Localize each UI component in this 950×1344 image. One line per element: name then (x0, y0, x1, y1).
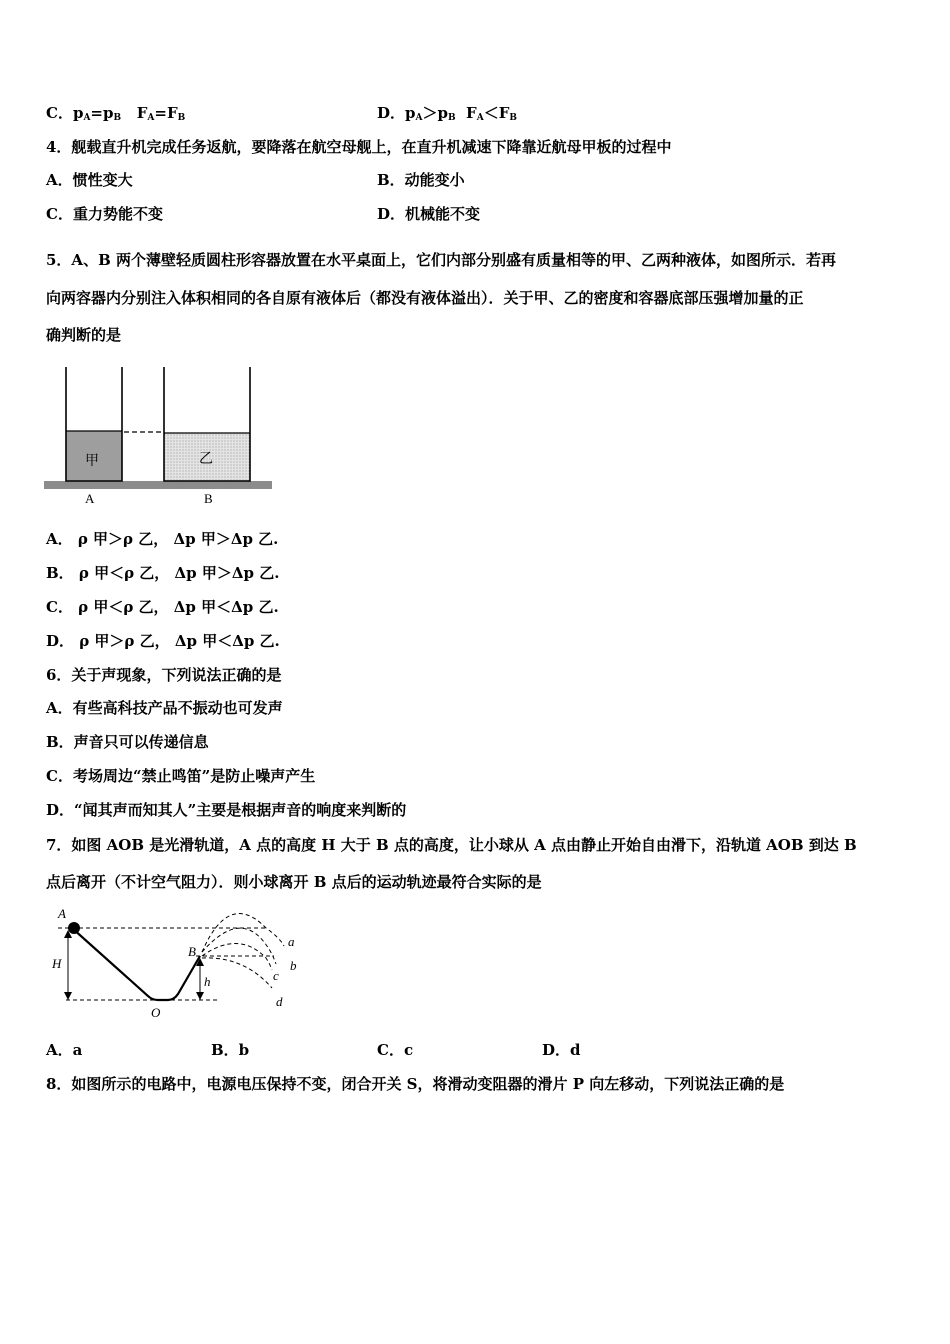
label-jia: 甲 (85, 453, 99, 469)
label-point-b: B (188, 944, 196, 959)
q7-option-d: D．d (542, 1041, 581, 1059)
label-height-small-h: h (204, 974, 211, 989)
q7-stem-line2: 点后离开（不计空气阻力）．则小球离开 B 点后的运动轨迹最符合实际的是 (46, 873, 542, 891)
label-curve-d: d (276, 994, 283, 1009)
q4-option-b: B．动能变小 (377, 171, 465, 189)
table-surface (44, 481, 272, 489)
label-yi: 乙 (199, 451, 213, 467)
label-curve-c: c (273, 968, 279, 983)
label-curve-b: b (290, 958, 297, 973)
label-curve-a: a (288, 934, 295, 949)
q6-stem: 6．关于声现象，下列说法正确的是 (46, 666, 282, 684)
q7-option-c: C．c (377, 1041, 414, 1059)
q5-option-c: C． ρ 甲＜ρ 乙， Δp 甲＜Δp 乙. (46, 598, 279, 616)
q7-option-b: B．b (211, 1041, 250, 1059)
trajectory-c (202, 943, 272, 970)
q4-stem: 4．舰载直升机完成任务返航，要降落在航空母舰上，在直升机减速下降靠近航母甲板的过程中 (46, 138, 672, 156)
q5-stem-line3: 确判断的是 (46, 326, 122, 344)
trajectory-b (202, 928, 276, 964)
q6-option-b: B．声音只可以传递信息 (46, 733, 209, 751)
q5-option-b: B． ρ 甲＜ρ 乙， Δp 甲＞Δp 乙. (46, 564, 280, 582)
q6-option-c: C．考场周边“禁止鸣笛”是防止噪声产生 (46, 767, 316, 785)
q6-option-d: D．“闻其声而知其人”主要是根据声音的响度来判断的 (46, 801, 407, 819)
trajectory-d (202, 958, 272, 988)
q7-stem-line1: 7．如图 AOB 是光滑轨道，A 点的高度 H 大于 B 点的高度，让小球从 A 点由静止开始自由滑下，沿轨道 AOB 到达 B (46, 836, 857, 854)
label-b: B (204, 491, 213, 506)
label-height-h: H (52, 956, 62, 971)
q3-option-c: C．$p_A=p_B$ $F_A=F_B$ (46, 104, 186, 123)
q5-option-a: A． ρ 甲＞ρ 乙， Δp 甲＞Δp 乙. (46, 530, 279, 548)
q8-stem: 8．如图所示的电路中，电源电压保持不变，闭合开关 S，将滑动变阻器的滑片 P 向左移动，下列说法正确的是 (46, 1075, 785, 1093)
q5-stem-line2: 向两容器内分别注入体积相同的各自原有液体后（都没有液体溢出）．关于甲、乙的密度和容器底部压强增加量的正 (46, 289, 804, 307)
trajectory-a (202, 914, 284, 952)
q5-containers-figure (44, 365, 276, 510)
label-point-a: A (58, 906, 66, 921)
q7-option-a: A．a (46, 1041, 83, 1059)
label-a: A (85, 491, 95, 506)
label-point-o: O (151, 1005, 161, 1020)
track-aob (72, 928, 200, 1000)
q7-track-figure (44, 900, 312, 1025)
q4-option-c: C．重力势能不变 (46, 205, 163, 223)
q4-option-a: A．惯性变大 (46, 171, 133, 189)
q3-option-d: D．$p_A>p_B$ $F_A<F_B$ (377, 104, 517, 123)
q5-option-d: D． ρ 甲＞ρ 乙， Δp 甲＜Δp 乙. (46, 632, 280, 650)
ball (68, 922, 80, 934)
q5-stem-line1: 5．A、B 两个薄壁轻质圆柱形容器放置在水平桌面上，它们内部分别盛有质量相等的甲、乙两种液体，如图所示．若再 (46, 251, 836, 269)
q4-option-d: D．机械能不变 (377, 205, 481, 223)
q6-option-a: A．有些高科技产品不振动也可发声 (46, 699, 283, 717)
